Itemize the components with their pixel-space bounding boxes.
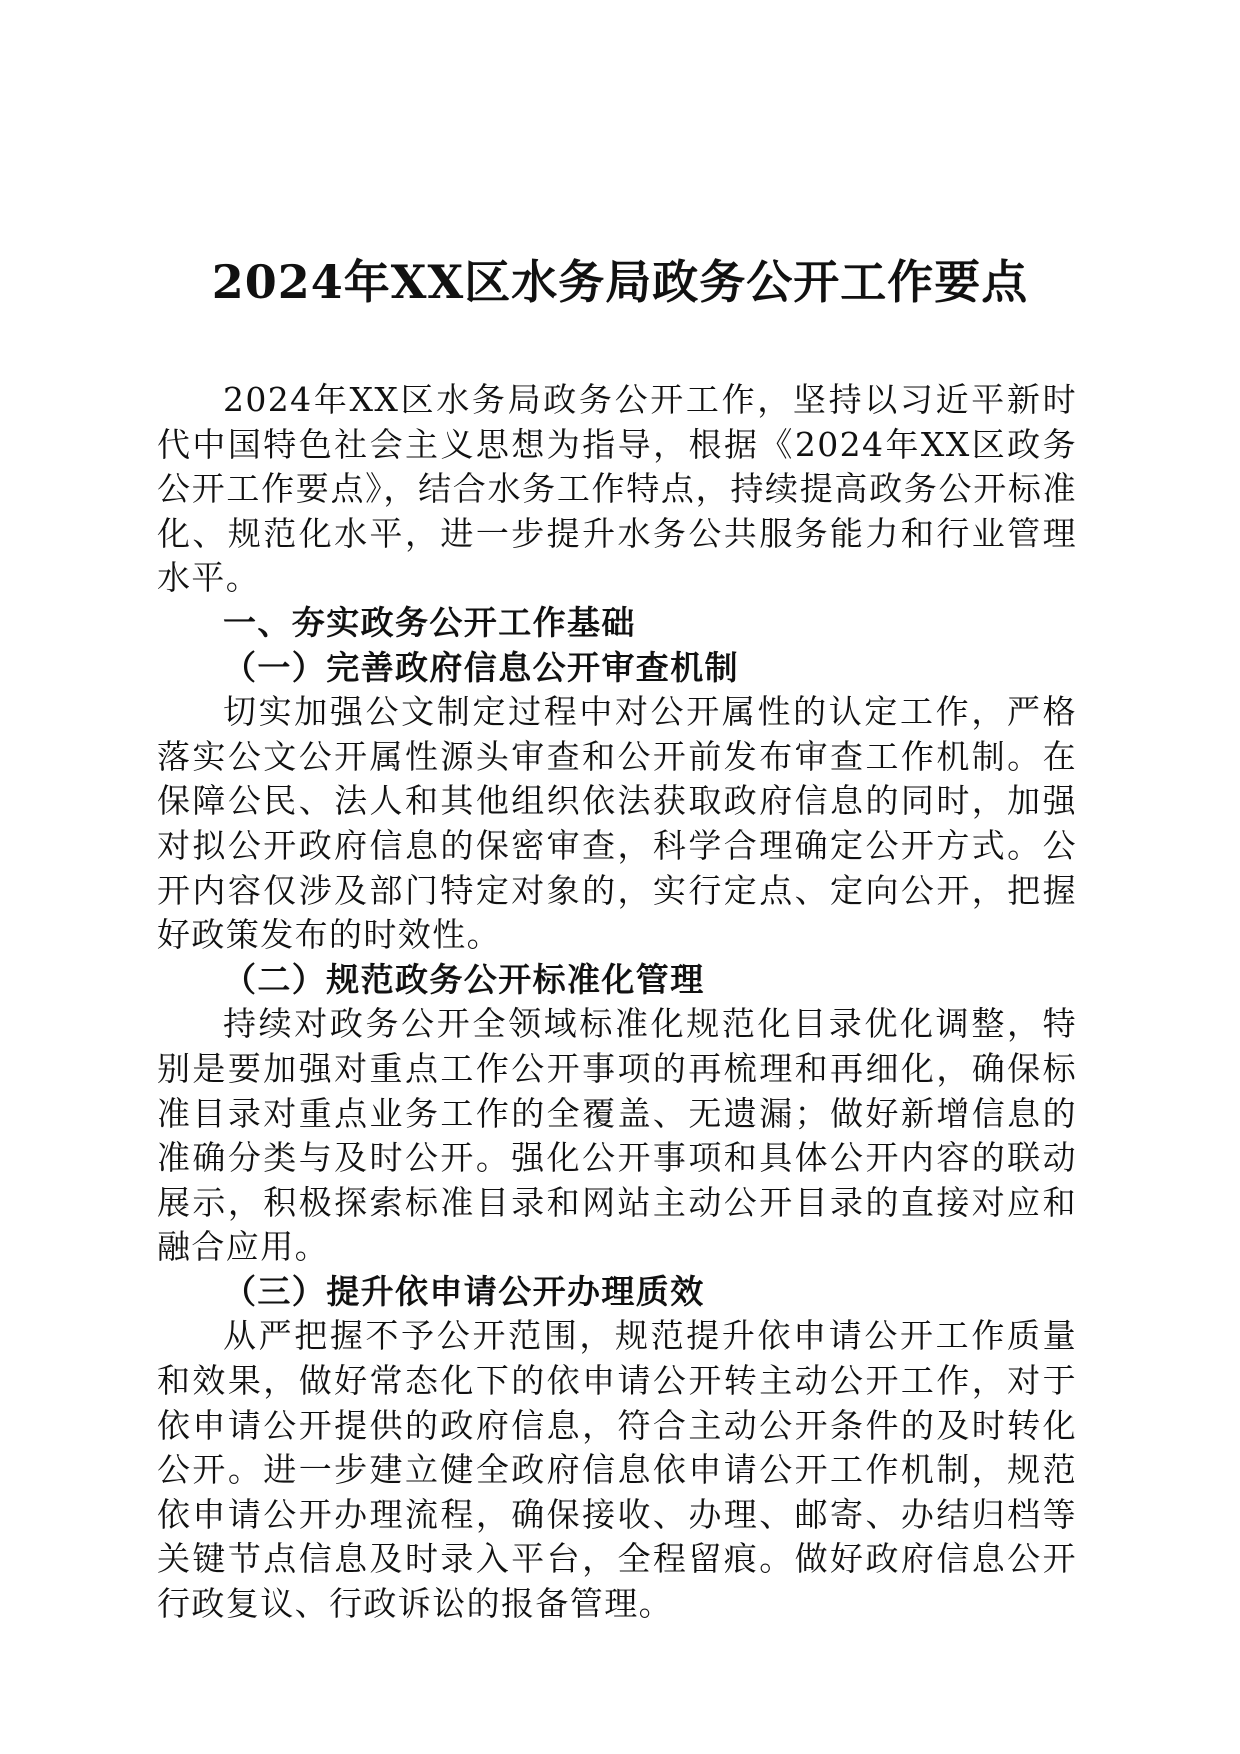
subsection-heading-2: （二）规范政务公开标准化管理 <box>223 959 705 999</box>
intro-paragraph: 2024年XX区水务局政务公开工作，坚持以习近平新时代中国特色社会主义思想为指导，根据《2024年XX区政务公开工作要点》，结合水务工作特点，持续提高政务公开标准化、规范化水平，进一步提升水务公共服务能力和行业管理水平。 <box>157 380 1077 598</box>
subsection-paragraph-2: 持续对政务公开全领域标准化规范化目录优化调整，特别是要加强对重点工作公开事项的再梳理和再细化，确保标准目录对重点业务工作的全覆盖、无遗漏；做好新增信息的准确分类与及时公开。强化公开事项和具体公开内容的联动展示，积极探索标准目录和网站主动公开目录的直接对应和融合应用。 <box>157 1004 1077 1267</box>
subsection-paragraph-1: 切实加强公文制定过程中对公开属性的认定工作，严格落实公文公开属性源头审查和公开前发布审查工作机制。在保障公民、法人和其他组织依法获取政府信息的同时，加强对拟公开政府信息的保密审查，科学合理确定公开方式。公开内容仅涉及部门特定对象的，实行定点、定向公开，把握好政策发布的时效性。 <box>157 692 1077 955</box>
document-body <box>157 378 1077 1627</box>
subsection-heading-1: （一）完善政府信息公开审查机制 <box>223 647 739 687</box>
document-title: 2024年XX区水务局政务公开工作要点 <box>211 255 1029 309</box>
subsection-heading-3: （三）提升依申请公开办理质效 <box>223 1271 705 1311</box>
section-heading-1: 一、夯实政务公开工作基础 <box>223 602 636 642</box>
subsection-paragraph-3: 从严把握不予公开范围，规范提升依申请公开工作质量和效果，做好常态化下的依申请公开转主动公开工作，对于依申请公开提供的政府信息，符合主动公开条件的及时转化公开。进一步建立健全政府信息依申请公开工作机制，规范依申请公开办理流程，确保接收、办理、邮寄、办结归档等关键节点信息及时录入平台，全程留痕。做好政府信息公开行政复议、行政诉讼的报备管理。 <box>157 1316 1077 1624</box>
